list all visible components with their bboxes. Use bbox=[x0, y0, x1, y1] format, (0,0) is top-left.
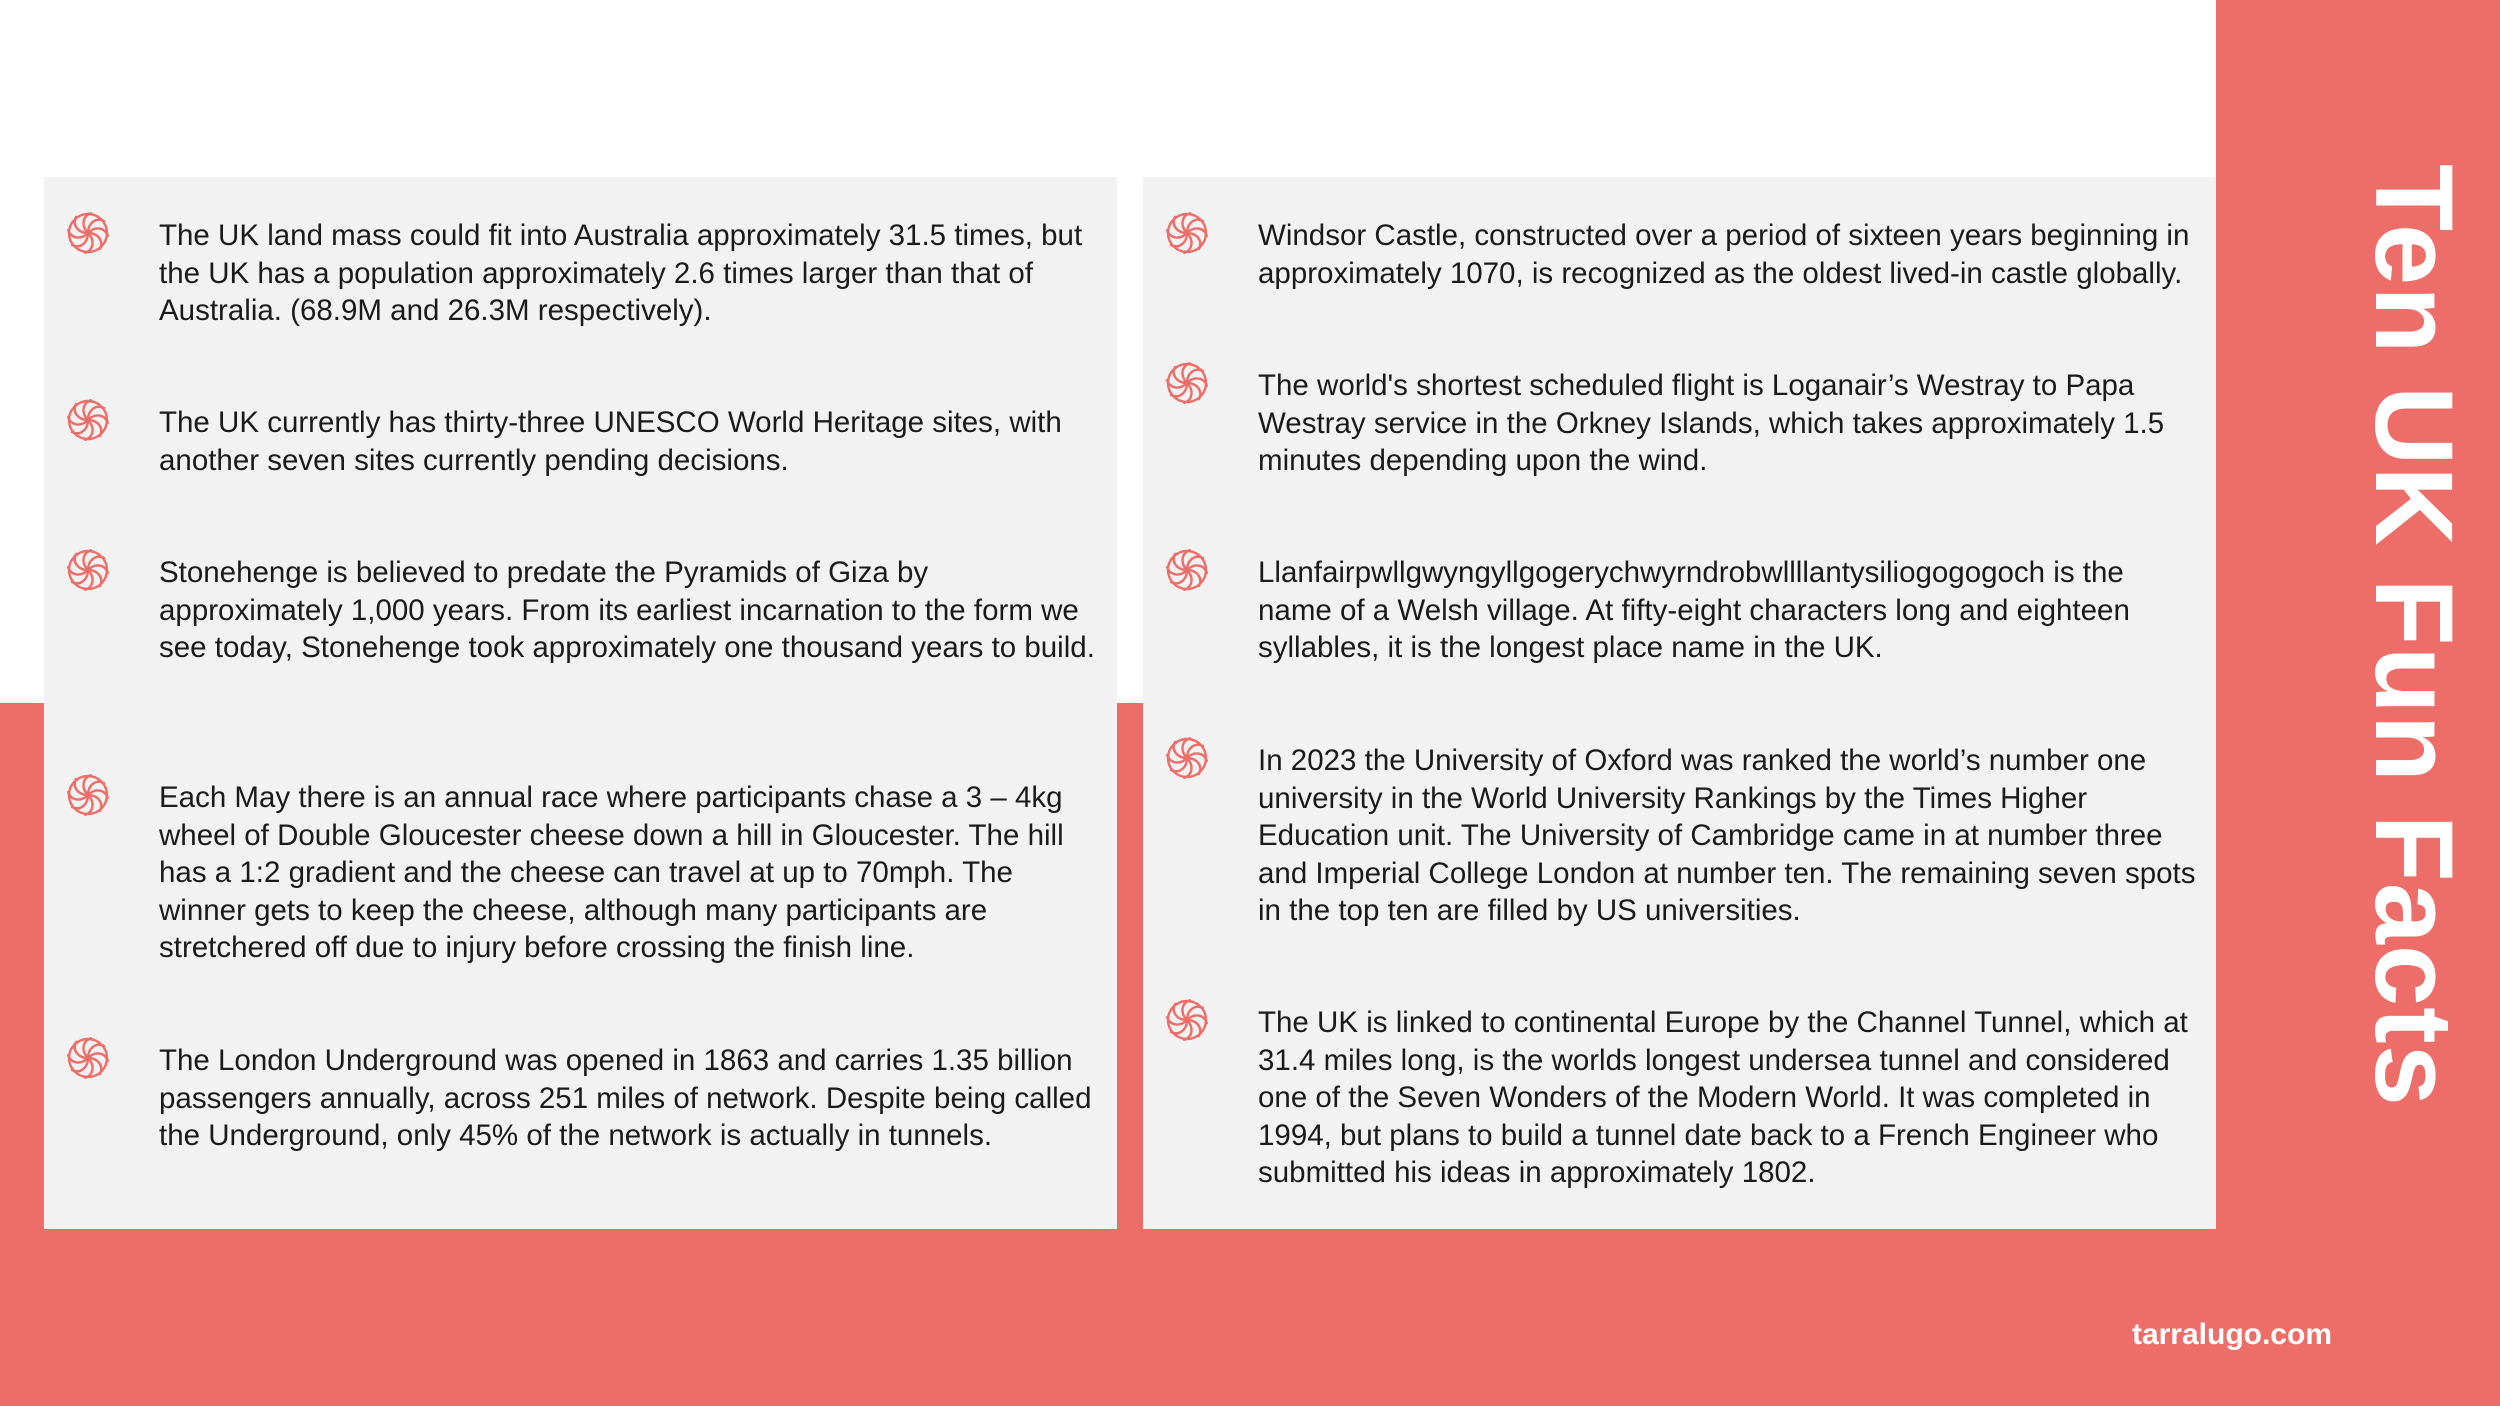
fact-item bbox=[66, 1042, 1106, 1155]
swirl-bullet-icon bbox=[66, 1036, 110, 1080]
fact-item bbox=[1165, 367, 2205, 480]
swirl-bullet-icon bbox=[1165, 548, 1209, 592]
fact-item bbox=[1165, 742, 2205, 930]
facts-card-left bbox=[44, 177, 1117, 1229]
fact-text: Each May there is an annual race where participants chase a 3 – 4kg wheel of Double Gloucester cheese down a hill in Gloucester. The hill has a 1:2 gradient and the cheese can travel at up to 70mph. The winner gets to keep the cheese, although many participants are stretchered off due to injury before crossing the finish line. bbox=[159, 781, 1064, 964]
swirl-bullet-icon bbox=[1165, 998, 1209, 1042]
fact-text: The London Underground was opened in 1863 and carries 1.35 billion passengers annually, across 251 miles of network. Despite being called the Underground, only 45% of the network is actually in tunnels. bbox=[159, 1044, 1092, 1152]
fact-text: The UK land mass could fit into Australia approximately 31.5 times, but the UK has a population approximately 2.6 times larger than that of Australia. (68.9M and 26.3M respectively). bbox=[159, 219, 1083, 327]
swirl-bullet-icon bbox=[1165, 361, 1209, 405]
fact-text: The UK is linked to continental Europe by the Channel Tunnel, which at 31.4 miles long, is the worlds longest undersea tunnel and considered one of the Seven Wonders of the Modern World. It was completed in 1994, but plans to build a tunnel date back to a French Engineer who submitted his ideas in approximately 1802. bbox=[1258, 1006, 2188, 1189]
fact-text: The UK currently has thirty-three UNESCO World Heritage sites, with another seven sites currently pending decisions. bbox=[159, 406, 1062, 477]
swirl-bullet-icon bbox=[66, 773, 110, 817]
swirl-bullet-icon bbox=[66, 211, 110, 255]
fact-item bbox=[66, 554, 1106, 667]
fact-item bbox=[66, 217, 1106, 330]
fact-text: Llanfairpwllgwyngyllgogerychwyrndrobwllllantysiliogogogoch is the name of a Welsh village. At fifty-eight characters long and eighteen syllables, it is the longest place name in the UK. bbox=[1258, 556, 2130, 664]
swirl-bullet-icon bbox=[1165, 211, 1209, 255]
swirl-bullet-icon bbox=[66, 398, 110, 442]
fact-text: Stonehenge is believed to predate the Pyramids of Giza by approximately 1,000 years. From its earliest incarnation to the form we see today, Stonehenge took approximately one thousand years to build. bbox=[159, 556, 1095, 664]
facts-card-right bbox=[1143, 177, 2216, 1229]
fact-text: Windsor Castle, constructed over a period of sixteen years beginning in approximately 1070, is recognized as the oldest lived-in castle globally. bbox=[1258, 219, 2190, 290]
swirl-bullet-icon bbox=[1165, 736, 1209, 780]
fact-item bbox=[66, 779, 1106, 967]
fact-text: The world's shortest scheduled flight is Loganair’s Westray to Papa Westray service in the Orkney Islands, which takes approximately 1.5 minutes depending upon the wind. bbox=[1258, 369, 2165, 477]
fact-item bbox=[1165, 217, 2205, 292]
fact-text: In 2023 the University of Oxford was ranked the world’s number one university in the World University Rankings by the Times Higher Education unit. The University of Cambridge came in at number three and Imperial College London at number ten. The remaining seven spots in the top ten are filled by US universities. bbox=[1258, 744, 2196, 927]
swirl-bullet-icon bbox=[66, 548, 110, 592]
fact-item bbox=[66, 404, 1106, 479]
site-url-link[interactable]: tarralugo.com bbox=[2131, 1318, 2332, 1351]
fact-item bbox=[1165, 554, 2205, 667]
page-title: Ten UK Fun Facts bbox=[2352, 164, 2475, 1107]
fact-item bbox=[1165, 1004, 2205, 1192]
